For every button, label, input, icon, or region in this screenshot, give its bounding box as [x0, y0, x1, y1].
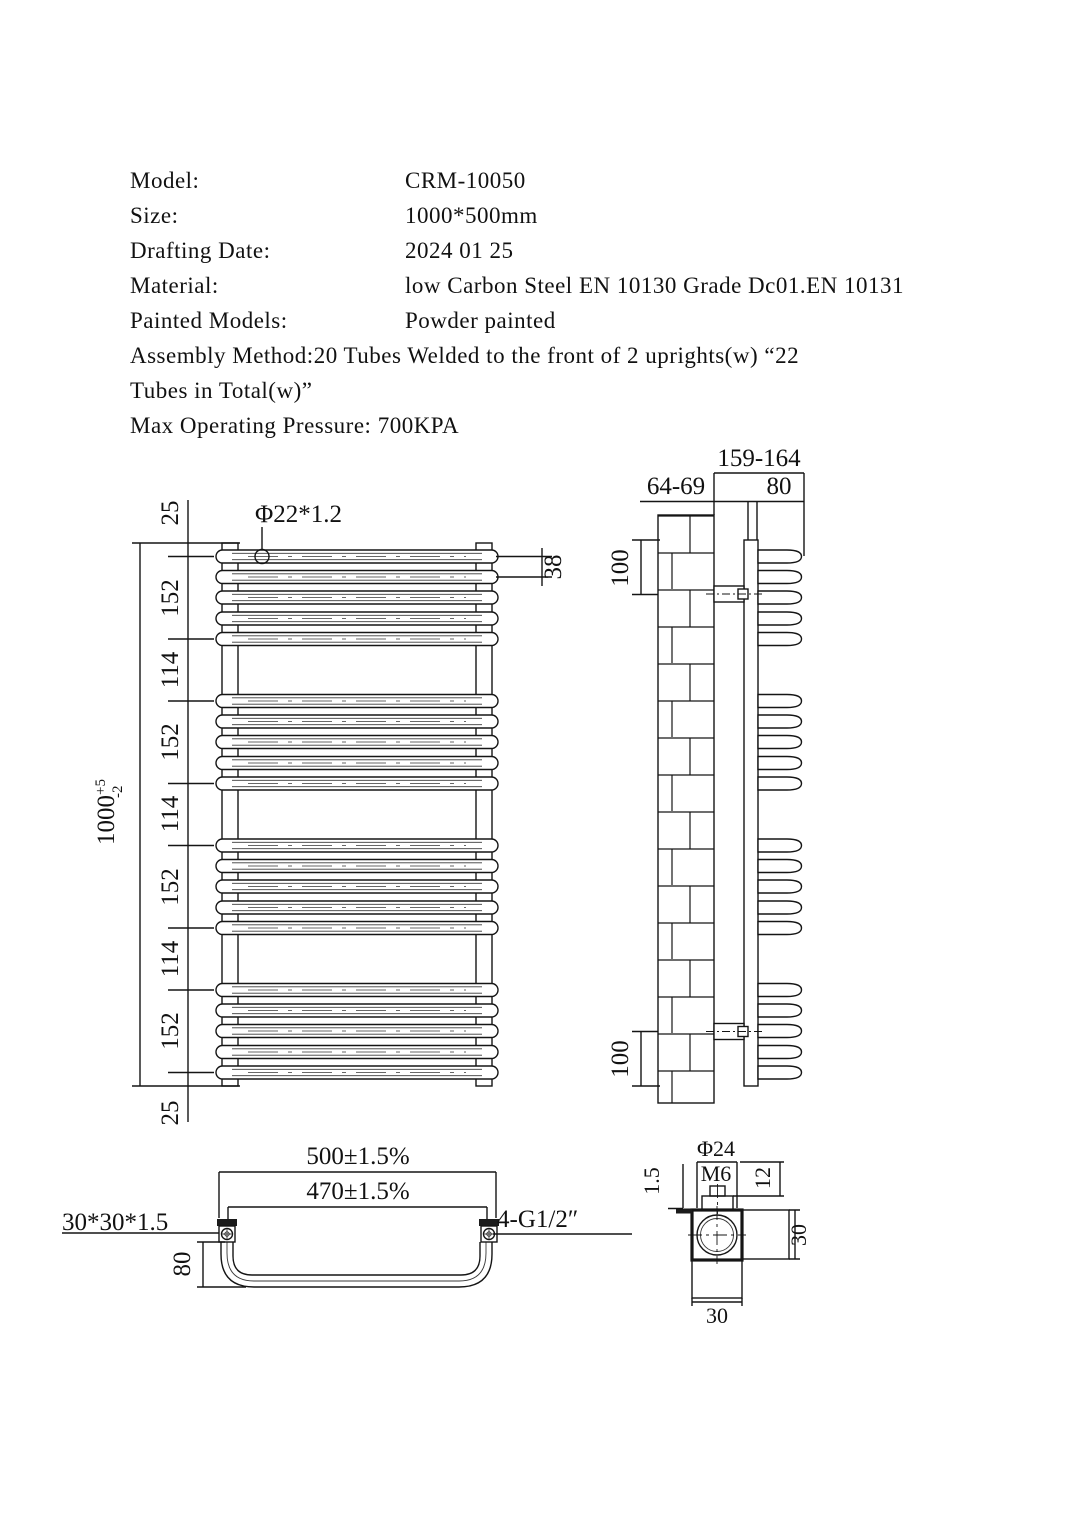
dim-bracket-top-100: 100: [607, 549, 634, 587]
dim-152-2: 152: [157, 723, 184, 761]
side-view: [607, 445, 804, 1103]
spec-max-pressure: Max Operating Pressure: 700KPA: [130, 413, 460, 438]
dim-25-bottom: 25: [157, 1100, 184, 1126]
spec-assembly-line2: Tubes in Total(w)”: [130, 378, 313, 403]
spec-value: low Carbon Steel EN 10130 Grade Dc01.EN 10131: [405, 273, 905, 298]
dim-114-3: 114: [157, 940, 184, 978]
plan-right-fitting: [479, 1219, 499, 1242]
dim-plan-80: 80: [169, 1251, 196, 1277]
spec-value: 1000*500mm: [405, 203, 538, 228]
upright-spec-label: 30*30*1.5: [62, 1209, 169, 1236]
side-upright: [744, 540, 758, 1086]
detail-side-tube: [742, 1210, 789, 1259]
front-dim-pitch: [496, 548, 567, 586]
wall: [658, 515, 714, 1103]
plan-view: [62, 1143, 632, 1287]
dim-wall-gap: 64-69: [646, 473, 706, 500]
front-tubes: [216, 550, 498, 1079]
dim-114-2: 114: [157, 795, 184, 833]
dim-152-1: 152: [157, 579, 184, 617]
detail-bottom-tube: [692, 1260, 742, 1298]
side-upright-stub: [748, 502, 757, 540]
spec-label: Drafting Date:: [130, 238, 271, 263]
thread-label-m6: M6: [700, 1161, 732, 1186]
spec-label: Model:: [130, 168, 200, 193]
spec-value: CRM-10050: [405, 168, 526, 193]
dim-diameter-24: Φ24: [696, 1136, 736, 1161]
dim-detail-height-30: 30: [786, 1224, 811, 1246]
dim-hole-centers: 470±1.5%: [306, 1178, 410, 1205]
connections-label: 4-G1/2″: [497, 1206, 579, 1233]
front-view: [93, 500, 567, 1126]
spec-label: Size:: [130, 203, 179, 228]
dim-pitch-38: 38: [540, 554, 567, 580]
svg-text:1000+5-2: [93, 779, 126, 845]
dim-overall-width: 500±1.5%: [306, 1143, 410, 1170]
plan-u-tube: [221, 1242, 492, 1287]
dim-wall-to-front: 159-164: [717, 445, 801, 472]
detail-view: [639, 1136, 811, 1328]
dim-depth-80: 80: [766, 473, 792, 500]
dim-detail-width-30: 30: [706, 1303, 728, 1328]
spec-assembly-line1: Assembly Method:20 Tubes Welded to the front of 2 uprights(w) “22: [130, 343, 800, 368]
overall-height: 1000: [93, 794, 120, 845]
dim-boss-12: 12: [750, 1167, 775, 1189]
spec-value: Powder painted: [405, 308, 556, 333]
dim-152-4: 152: [157, 1012, 184, 1050]
plan-left-fitting: [217, 1219, 237, 1242]
spec-label: Painted Models:: [130, 308, 288, 333]
tube-spec-label: Φ22*1.2: [255, 501, 343, 528]
overall-tol-up: +5: [93, 779, 109, 795]
front-dim-overall: [93, 543, 140, 1086]
dim-25-top: 25: [157, 500, 184, 526]
dim-114-1: 114: [157, 651, 184, 689]
side-tubes: [758, 550, 802, 1079]
detail-plate: [676, 1209, 692, 1214]
dim-bracket-bottom-100: 100: [607, 1040, 634, 1078]
spec-value: 2024 01 25: [405, 238, 514, 263]
dim-152-3: 152: [157, 868, 184, 906]
dim-plate-1-5: 1.5: [639, 1167, 664, 1195]
overall-tol-dn: -2: [110, 785, 126, 799]
spec-label: Material:: [130, 273, 219, 298]
